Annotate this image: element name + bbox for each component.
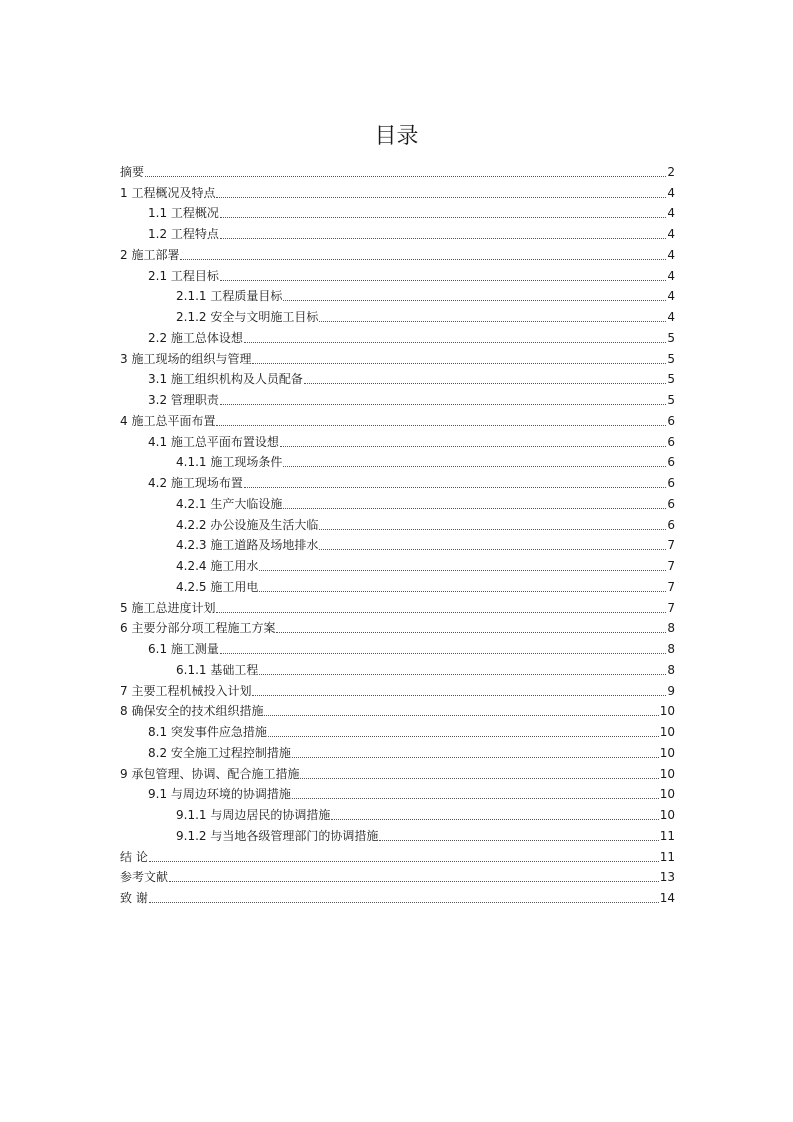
dot-leader [304, 382, 666, 384]
toc-entry[interactable] [120, 865, 675, 886]
toc-entry[interactable] [120, 304, 675, 325]
toc-entry-text: 4 施工总平面布置 [120, 413, 216, 428]
toc-page-number: 6 [667, 434, 675, 449]
dot-leader [319, 528, 666, 530]
toc-entry[interactable] [120, 221, 675, 242]
toc-page-number: 10 [659, 745, 675, 760]
toc-entry-text: 4.2.3 施工道路及场地排水 [176, 538, 319, 553]
toc-page-number: 7 [667, 538, 675, 553]
toc-entry[interactable] [120, 761, 675, 782]
toc-entry[interactable] [120, 802, 675, 823]
toc-page-number: 7 [667, 600, 675, 615]
toc-page-number: 4 [667, 310, 675, 324]
toc-entry-text: 致 谢 [120, 891, 148, 905]
toc-page-number: 8 [667, 621, 675, 636]
dot-leader [169, 880, 659, 882]
toc-entry-text: 7 主要工程机械投入计划 [120, 683, 252, 698]
toc-entry[interactable] [120, 844, 675, 865]
dot-leader [149, 860, 659, 862]
toc-page-number: 11 [659, 849, 675, 864]
toc-page-number: 10 [659, 766, 675, 781]
toc-page-number: 10 [659, 787, 675, 802]
toc-page-number: 5 [667, 330, 675, 345]
dot-leader [220, 652, 666, 654]
toc-entry[interactable] [120, 636, 675, 657]
toc-entry[interactable] [120, 346, 675, 367]
toc-page-number: 7 [667, 579, 675, 594]
toc-entry-text: 4.2.2 办公设施及生活大临 [176, 517, 319, 532]
toc-entry-text: 4.1.1 施工现场条件 [176, 455, 283, 470]
toc-entry-text: 1.2 工程特点 [148, 227, 219, 241]
toc-entry[interactable] [120, 470, 675, 491]
toc-entry[interactable] [120, 263, 675, 284]
dot-leader [300, 777, 658, 779]
toc-entry-text: 2.2 施工总体设想 [148, 330, 243, 345]
toc-entry[interactable] [120, 553, 675, 574]
toc-page-number: 8 [667, 662, 675, 677]
toc-page-number: 4 [667, 247, 675, 262]
toc-entry[interactable] [120, 657, 675, 678]
toc-entry-text: 2.1 工程目标 [148, 268, 219, 283]
toc-entry-text: 9 承包管理、协调、配合施工措施 [120, 766, 300, 781]
toc-entry-text: 6.1.1 基础工程 [176, 662, 259, 677]
toc-entry[interactable] [120, 242, 675, 263]
toc-entry-text: 8.2 安全施工过程控制措施 [148, 745, 291, 760]
toc-entry[interactable] [120, 491, 675, 512]
toc-entry[interactable] [120, 740, 675, 761]
dot-leader [216, 424, 666, 426]
toc-page-number: 5 [667, 372, 675, 387]
dot-leader [276, 631, 666, 633]
dot-leader [244, 341, 666, 343]
toc-entry-text: 4.2.4 施工用水 [176, 559, 259, 573]
table-of-contents [120, 159, 675, 906]
toc-entry[interactable] [120, 284, 675, 305]
toc-entry[interactable] [120, 574, 675, 595]
toc-entry-text: 摘要 [120, 164, 145, 179]
toc-entry[interactable] [120, 429, 675, 450]
dot-leader [331, 818, 658, 820]
toc-entry-text: 结 论 [120, 849, 148, 864]
toc-page-number: 11 [659, 828, 675, 843]
dot-leader [244, 486, 666, 488]
toc-page-number: 4 [667, 227, 675, 241]
toc-page-number: 6 [667, 413, 675, 428]
toc-page-number: 10 [659, 704, 675, 719]
toc-entry-text: 4.1 施工总平面布置设想 [148, 434, 279, 449]
toc-entry-text: 2.1.2 安全与文明施工目标 [176, 310, 319, 324]
toc-entry[interactable] [120, 533, 675, 554]
dot-leader [220, 216, 666, 218]
page-title: 目录 [374, 124, 419, 149]
toc-entry[interactable] [120, 616, 675, 637]
toc-page-number: 10 [659, 725, 675, 739]
toc-page-number: 6 [667, 455, 675, 470]
dot-leader [280, 445, 666, 447]
toc-entry[interactable] [120, 782, 675, 803]
toc-page-number: 5 [667, 393, 675, 407]
toc-entry-text: 参考文献 [120, 870, 169, 885]
toc-page-number: 2 [667, 164, 675, 179]
toc-entry[interactable] [120, 201, 675, 222]
toc-page-number: 4 [667, 268, 675, 283]
toc-entry-text: 9.1 与周边环境的协调措施 [148, 787, 291, 802]
toc-entry-text: 9.1.1 与周边居民的协调措施 [176, 808, 331, 822]
toc-page-number: 6 [667, 476, 675, 490]
toc-page-number: 8 [667, 642, 675, 656]
dot-leader [264, 714, 658, 716]
toc-entry[interactable] [120, 719, 675, 740]
toc-entry-text: 6.1 施工测量 [148, 642, 219, 656]
toc-entry[interactable] [120, 699, 675, 720]
toc-page-number: 4 [667, 185, 675, 200]
dot-leader [252, 694, 666, 696]
toc-entry[interactable] [120, 180, 675, 201]
dot-leader [319, 548, 666, 550]
toc-entry-text: 8 确保安全的技术组织措施 [120, 704, 264, 719]
dot-leader [149, 901, 659, 903]
toc-page-number: 10 [659, 808, 675, 822]
toc-page-number: 5 [667, 351, 675, 366]
dot-leader [180, 258, 666, 260]
toc-entry-text: 2 施工部署 [120, 247, 180, 262]
toc-entry-text: 4.2.5 施工用电 [176, 579, 259, 594]
dot-leader [283, 465, 666, 467]
toc-entry[interactable] [120, 595, 675, 616]
dot-leader [283, 299, 666, 301]
dot-leader [283, 507, 666, 509]
toc-entry-text: 9.1.2 与当地各级管理部门的协调措施 [176, 828, 379, 843]
toc-entry-text: 5 施工总进度计划 [120, 600, 216, 615]
toc-entry[interactable] [120, 450, 675, 471]
toc-page-number: 6 [667, 517, 675, 532]
toc-page-number: 6 [667, 496, 675, 511]
dot-leader [292, 797, 659, 799]
dot-leader [259, 590, 666, 592]
toc-entry-text: 3.1 施工组织机构及人员配备 [148, 372, 303, 387]
toc-page-number: 14 [659, 891, 675, 905]
toc-entry[interactable] [120, 678, 675, 699]
toc-page-number: 4 [667, 289, 675, 304]
toc-entry-text: 8.1 突发事件应急措施 [148, 725, 267, 739]
toc-entry-text: 1 工程概况及特点 [120, 185, 216, 200]
dot-leader [268, 735, 659, 737]
toc-entry[interactable] [120, 823, 675, 844]
toc-entry-text: 1.1 工程概况 [148, 206, 219, 221]
toc-page-number: 7 [667, 559, 675, 573]
toc-entry-text: 3 施工现场的组织与管理 [120, 351, 252, 366]
dot-leader [220, 237, 666, 239]
toc-entry-text: 4.2.1 生产大临设施 [176, 496, 283, 511]
toc-page-number: 9 [667, 683, 675, 698]
dot-leader [220, 403, 666, 405]
toc-entry-text: 3.2 管理职责 [148, 393, 219, 407]
toc-entry[interactable] [120, 387, 675, 408]
toc-entry-text: 6 主要分部分项工程施工方案 [120, 621, 276, 636]
dot-leader [319, 320, 666, 322]
toc-entry[interactable] [120, 367, 675, 388]
dot-leader [220, 279, 666, 281]
dot-leader [259, 673, 666, 675]
toc-entry[interactable] [120, 159, 675, 180]
dot-leader [145, 175, 666, 177]
toc-page-number: 4 [667, 206, 675, 221]
toc-entry[interactable] [120, 325, 675, 346]
dot-leader [216, 611, 666, 613]
toc-entry[interactable] [120, 885, 675, 906]
dot-leader [259, 569, 666, 571]
toc-entry[interactable] [120, 512, 675, 533]
toc-page-number: 13 [659, 870, 675, 885]
toc-entry[interactable] [120, 408, 675, 429]
toc-entry-text: 2.1.1 工程质量目标 [176, 289, 283, 304]
dot-leader [292, 756, 659, 758]
toc-entry-text: 4.2 施工现场布置 [148, 476, 243, 490]
dot-leader [252, 362, 666, 364]
dot-leader [216, 196, 666, 198]
dot-leader [379, 839, 658, 841]
